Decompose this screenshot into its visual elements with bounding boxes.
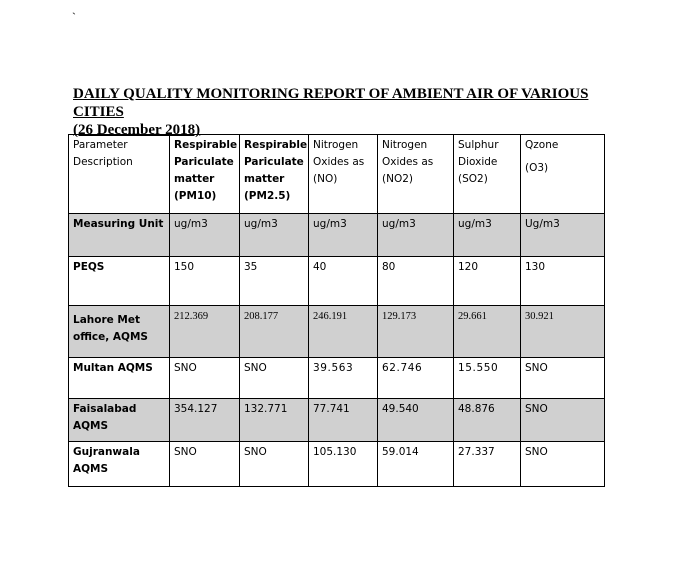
table-cell: 39.563 [309, 358, 378, 399]
table-row [69, 214, 605, 257]
table-cell: 354.127 [170, 399, 240, 442]
row-label: Multan AQMS [69, 358, 170, 399]
stray-mark: ` [72, 10, 76, 24]
header-no2: Nitrogen Oxides as (NO2) [378, 135, 454, 214]
table-cell: 62.746 [378, 358, 454, 399]
header-pm10: Respirable Pariculate matter (PM10) [170, 135, 240, 214]
table-cell: 77.741 [309, 399, 378, 442]
table-cell: 49.540 [378, 399, 454, 442]
table-row [69, 306, 605, 358]
table-cell: Ug/m3 [521, 214, 605, 257]
table-cell: 27.337 [454, 442, 521, 487]
report-title [73, 85, 633, 139]
table-row [69, 399, 605, 442]
table-cell: 29.661 [454, 306, 521, 358]
table-cell: 80 [378, 257, 454, 306]
table-cell: 35 [240, 257, 309, 306]
table-row [69, 358, 605, 399]
table-cell: 208.177 [240, 306, 309, 358]
air-quality-table [68, 134, 605, 487]
table-cell: 30.921 [521, 306, 605, 358]
table-cell: SNO [240, 358, 309, 399]
table-row [69, 442, 605, 487]
table-cell: 15.550 [454, 358, 521, 399]
table-cell: SNO [170, 442, 240, 487]
header-parameter: Parameter Description [69, 135, 170, 214]
table-cell: 120 [454, 257, 521, 306]
table-cell: ug/m3 [309, 214, 378, 257]
table-cell: 59.014 [378, 442, 454, 487]
table-cell: SNO [240, 442, 309, 487]
header-pm25: Respirable Pariculate matter (PM2.5) [240, 135, 309, 214]
table-cell: SNO [521, 399, 605, 442]
row-label: Faisalabad AQMS [69, 399, 170, 442]
table-row [69, 257, 605, 306]
header-no: Nitrogen Oxides as (NO) [309, 135, 378, 214]
table-cell: 132.771 [240, 399, 309, 442]
table-cell: 130 [521, 257, 605, 306]
header-ozone: Qzone (O3) [521, 135, 605, 214]
report-title-line1: DAILY QUALITY MONITORING REPORT OF AMBIENT AIR OF VARIOUS CITIES [73, 86, 589, 120]
row-label: Lahore Met office, AQMS [69, 306, 170, 358]
row-label: PEQS [69, 257, 170, 306]
table-cell: 129.173 [378, 306, 454, 358]
table-cell: 105.130 [309, 442, 378, 487]
row-label: Gujranwala AQMS [69, 442, 170, 487]
report-date: (26 December 2018) [73, 122, 201, 138]
table-cell: 246.191 [309, 306, 378, 358]
table-cell: SNO [521, 442, 605, 487]
row-label: Measuring Unit [69, 214, 170, 257]
table-cell: ug/m3 [170, 214, 240, 257]
table-cell: ug/m3 [378, 214, 454, 257]
table-cell: 40 [309, 257, 378, 306]
table-cell: 212.369 [170, 306, 240, 358]
table-cell: 48.876 [454, 399, 521, 442]
table-cell: SNO [521, 358, 605, 399]
table-cell: ug/m3 [240, 214, 309, 257]
table-cell: ug/m3 [454, 214, 521, 257]
table-header-row [69, 135, 605, 214]
table-cell: SNO [170, 358, 240, 399]
table-cell: 150 [170, 257, 240, 306]
header-so2: Sulphur Dioxide (SO2) [454, 135, 521, 214]
